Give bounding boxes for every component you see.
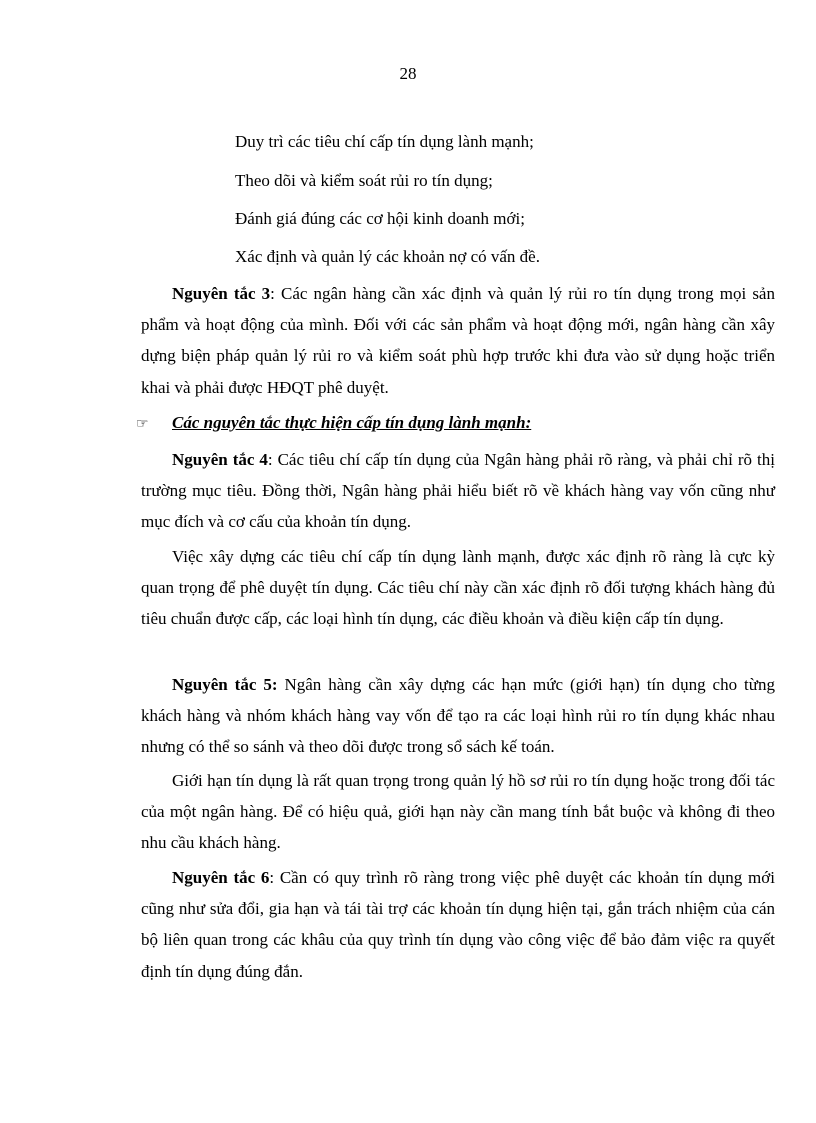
principle-6-label: Nguyên tắc 6	[172, 868, 270, 887]
list-item-text: Đánh giá đúng các cơ hội kinh doanh mới;	[235, 209, 525, 228]
paragraph-criteria: Việc xây dựng các tiêu chí cấp tín dụng lành mạnh, được xác định rõ ràng là cực kỳ quan trọng để phê duyệt tín dụng. Các tiêu chí này cần xác định rõ đối tượng khách hàng đủ tiêu chuẩn được cấp, các loại hình tín dụng, các điều khoản và điều kiện cấp tín dụng.	[141, 547, 775, 629]
page-number: 28	[399, 64, 417, 83]
principle-3-label: Nguyên tắc 3	[172, 284, 271, 303]
principle-4-text: : Các tiêu chí cấp tín dụng của Ngân hàng phải rõ ràng, và phải chỉ rõ thị trường mục tiêu. Đồng thời, Ngân hàng phải hiểu biết rõ về khách hàng vay vốn cũng như mục đích và cơ cấu của khoản tín dụng.	[141, 450, 775, 532]
paragraph-principle-6	[141, 862, 775, 987]
principle-5-label: Nguyên tắc 5:	[172, 675, 278, 694]
list-item-text: Xác định và quản lý các khoản nợ có vấn đề.	[235, 247, 540, 266]
section-title: Các nguyên tắc thực hiện cấp tín dụng lành mạnh:	[172, 413, 532, 432]
list-item-text: Theo dõi và kiểm soát rủi ro tín dụng;	[235, 171, 493, 190]
paragraph-principle-5	[141, 669, 775, 763]
principle-5-text: Ngân hàng cần xây dựng các hạn mức (giới hạn) tín dụng cho từng khách hàng và nhóm khách hàng vay vốn để tạo ra các loại hình rủi ro tín dụng khác nhau nhưng có thể so sánh và theo dõi được trong sổ sách kế toán.	[141, 675, 775, 757]
pointing-hand-icon: ☞	[136, 416, 149, 432]
paragraph-principle-4	[141, 444, 775, 538]
principle-4-label: Nguyên tắc 4	[172, 450, 268, 469]
principle-6-text: : Cần có quy trình rõ ràng trong việc phê duyệt các khoản tín dụng mới cũng như sửa đổi, gia hạn và tái tài trợ các khoản tín dụng hiện tại, gắn trách nhiệm của cán bộ liên quan trong các khâu của quy trình tín dụng vào công việc để bảo đảm việc ra quyết định tín dụng đúng đắn.	[141, 868, 775, 981]
principle-3-text: : Các ngân hàng cần xác định và quản lý rủi ro tín dụng trong mọi sản phẩm và hoạt động của mình. Đối với các sản phẩm và hoạt động mới, ngân hàng cần xây dựng biện pháp quản lý rủi ro và kiểm soát phù hợp trước khi đưa vào sử dụng hoặc triển khai và phải được HĐQT phê duyệt.	[141, 284, 775, 397]
paragraph-principle-3	[141, 278, 775, 403]
paragraph-limit: Giới hạn tín dụng là rất quan trọng trong quản lý hồ sơ rủi ro tín dụng hoặc trong đối tác của một ngân hàng. Để có hiệu quả, giới hạn này cần mang tính bắt buộc và không đi theo nhu cầu khách hàng.	[141, 771, 775, 853]
section-heading	[136, 410, 531, 436]
list-item-text: Duy trì các tiêu chí cấp tín dụng lành mạnh;	[235, 132, 534, 151]
